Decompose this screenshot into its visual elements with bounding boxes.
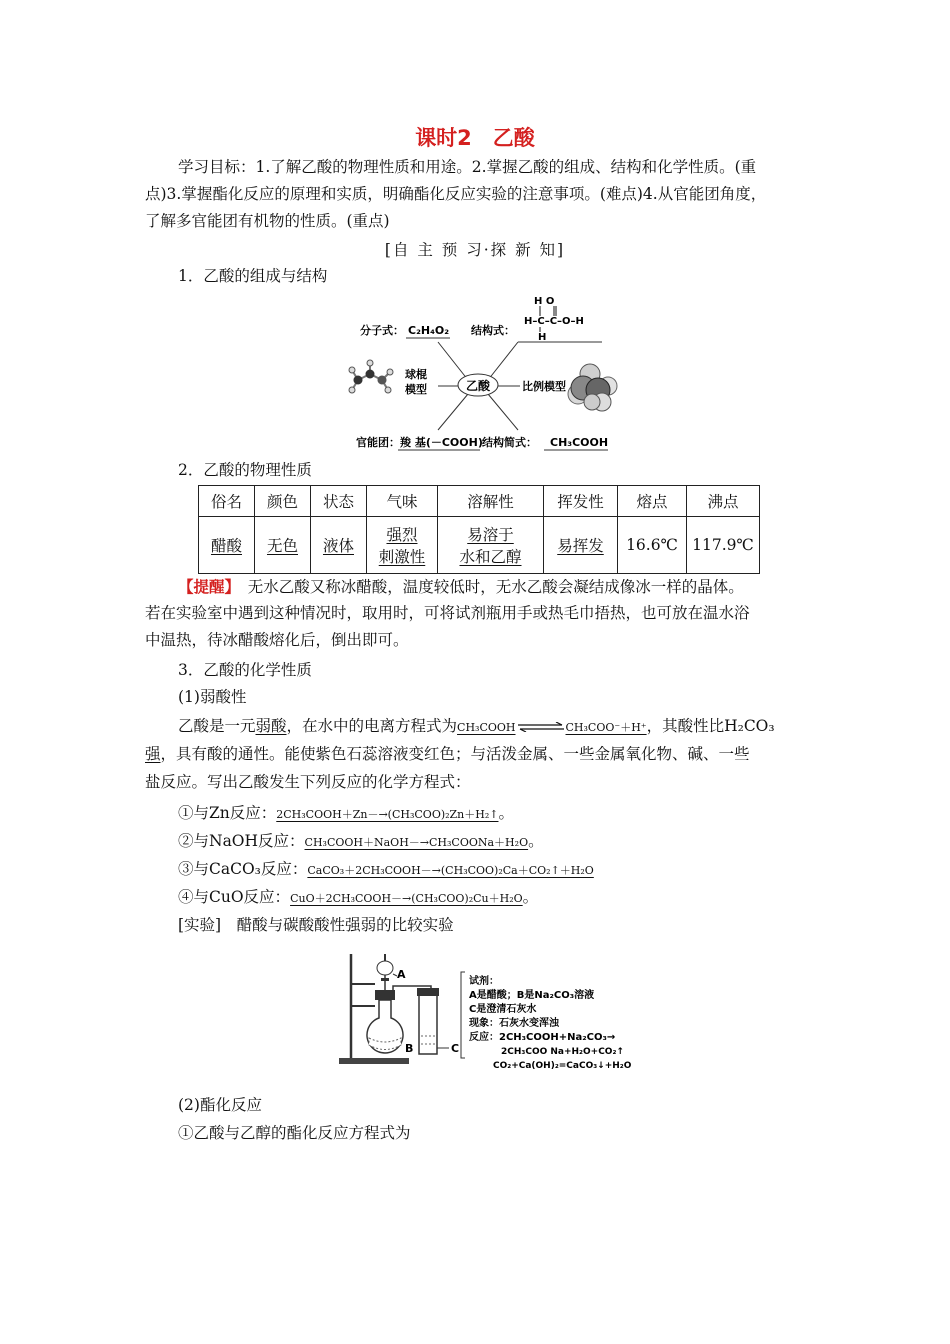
page-title: 课时2 乙酸 xyxy=(415,126,535,150)
table-header: 挥发性 xyxy=(544,486,618,517)
hint-tag: 【提醒】 xyxy=(178,577,233,596)
apparatus-diagram xyxy=(335,950,655,1095)
functional-group-label: 官能团：羧 基(－COOH) xyxy=(356,436,483,449)
objectives-line-2: 点)3.掌握酯化反应的原理和实质，明确酯化反应实验的注意事项。(难点)4.从官能团角度， xyxy=(145,185,767,203)
connector-simple xyxy=(488,394,518,430)
test-tube-icon xyxy=(417,988,439,1054)
table-header: 沸点 xyxy=(687,486,760,517)
struct-bot: H xyxy=(538,332,547,343)
reaction-naoh: ②与NaOH反应：CH₃COOH＋NaOH－→CH₃COONa＋H₂O。 xyxy=(178,832,544,850)
struct-top: H O xyxy=(534,296,555,307)
hint-line-1: 【提醒】 无水乙酸又称冰醋酸，温度较低时，无水乙酸会凝结成像冰一样的晶体。 xyxy=(178,577,744,596)
connector-structure xyxy=(488,342,518,380)
weak-acid-line-2: 强，具有酸的通性。能使紫色石蕊溶液变红色；与活泼金属、一些金属氧化物、碱、一些 xyxy=(145,745,750,763)
objectives-line-3: 了解多官能团有机物的性质。(重点) xyxy=(145,212,390,230)
equilibrium-arrow-icon xyxy=(516,722,566,732)
structure-label: 结构式： xyxy=(471,324,515,337)
sub-esterification: (2)酯化反应 xyxy=(178,1096,262,1114)
label-b: B xyxy=(405,1042,414,1055)
hint-line-3: 中温热，待冰醋酸熔化后，倒出即可。 xyxy=(145,631,409,649)
heading-chemical: 3．乙酸的化学性质 xyxy=(178,661,312,679)
heading-composition: 1．乙酸的组成与结构 xyxy=(178,267,328,285)
table-row xyxy=(199,517,760,574)
table-cell: 易溶于 水和乙醇 xyxy=(438,517,544,574)
connector-formula xyxy=(438,342,468,380)
reaction-1: 反应：2CH₃COOH+Na₂CO₃→ xyxy=(469,1032,616,1043)
label-a: A xyxy=(397,968,406,981)
connector-group xyxy=(438,394,468,430)
reaction-cuo: ④与CuO反应：CuO＋2CH₃COOH－→(CH₃COO)₂Cu＋H₂O。 xyxy=(178,888,539,906)
section-header: [自 主 预 习·探 新 知] xyxy=(384,241,566,259)
stand-base xyxy=(339,1058,409,1064)
table-cell: 易挥发 xyxy=(544,517,618,574)
objectives-line-1: 学习目标：1.了解乙酸的物理性质和用途。2.掌握乙酸的组成、结构和化学性质。(重 xyxy=(178,158,757,176)
hint-line-2: 若在实验室中遇到这种情况时，取用时，可将试剂瓶用手或热毛巾捂热，也可放在温水浴 xyxy=(145,604,750,622)
table-header: 颜色 xyxy=(255,486,311,517)
table-header: 状态 xyxy=(311,486,367,517)
reaction-caco3: ③与CaCO₃反应：CaCO₃＋2CH₃COOH－→(CH₃COO)₂Ca＋CO₂↑＋H₂O xyxy=(178,860,594,878)
ballstick-label-1: 球棍 xyxy=(405,368,427,381)
table-header: 俗名 xyxy=(199,486,255,517)
reagent-1: A是醋酸；B是Na₂CO₃溶液 xyxy=(469,990,595,1001)
spacefill-label: 比例模型 xyxy=(522,380,566,393)
table-header: 熔点 xyxy=(618,486,687,517)
table-cell: 醋酸 xyxy=(199,517,255,574)
table-cell: 液体 xyxy=(311,517,367,574)
reaction-2: 2CH₃COO Na+H₂O+CO₂↑ xyxy=(501,1047,624,1057)
experiment-title: [实验] 醋酸与碳酸酸性强弱的比较实验 xyxy=(178,916,454,934)
table-header: 气味 xyxy=(367,486,438,517)
formula-value: C₂H₄O₂ xyxy=(408,324,450,337)
weak-acid-line-3: 盐反应。写出乙酸发生下列反应的化学方程式： xyxy=(145,773,471,791)
center-label: 乙酸 xyxy=(465,379,491,393)
reagent-2: C是澄清石灰水 xyxy=(469,1004,537,1015)
formula-label: 分子式： xyxy=(360,324,404,337)
flask-icon xyxy=(367,990,403,1053)
reaction-zn: ①与Zn反应：2CH₃COOH＋Zn－→(CH₃COO)₂Zn＋H₂↑。 xyxy=(178,804,514,822)
table-header: 溶解性 xyxy=(438,486,544,517)
table-header-row xyxy=(199,486,760,517)
space-filling-model-icon xyxy=(568,364,617,411)
reagent-title: 试剂： xyxy=(469,976,499,987)
sub-weak-acid: (1)弱酸性 xyxy=(178,688,247,706)
structure-diagram xyxy=(340,290,620,460)
simple-formula-value: CH₃COOH xyxy=(550,436,609,449)
label-c: C xyxy=(451,1042,460,1055)
ballstick-label-2: 模型 xyxy=(405,383,427,396)
reaction-3: CO₂+Ca(OH)₂=CaCO₃↓+H₂O xyxy=(493,1061,632,1071)
simple-formula-label: 结构简式： xyxy=(482,436,537,449)
heading-physical: 2．乙酸的物理性质 xyxy=(178,461,312,479)
esterification-line: ①乙酸与乙醇的酯化反应方程式为 xyxy=(178,1124,411,1142)
table-cell: 117.9℃ xyxy=(687,517,760,574)
struct-mid: H–C–C–O–H xyxy=(524,316,584,327)
table-cell: 无色 xyxy=(255,517,311,574)
phenomenon: 现象：石灰水变浑浊 xyxy=(469,1018,559,1029)
table-cell: 强烈 刺激性 xyxy=(367,517,438,574)
table-cell: 16.6℃ xyxy=(618,517,687,574)
ball-stick-model-icon xyxy=(349,360,393,393)
weak-acid-line-1: 乙酸是一元弱酸，在水中的电离方程式为CH₃COOH CH₃COO⁻＋H⁺，其酸性比H₂CO₃ xyxy=(178,717,775,735)
physical-properties-table xyxy=(198,485,760,574)
